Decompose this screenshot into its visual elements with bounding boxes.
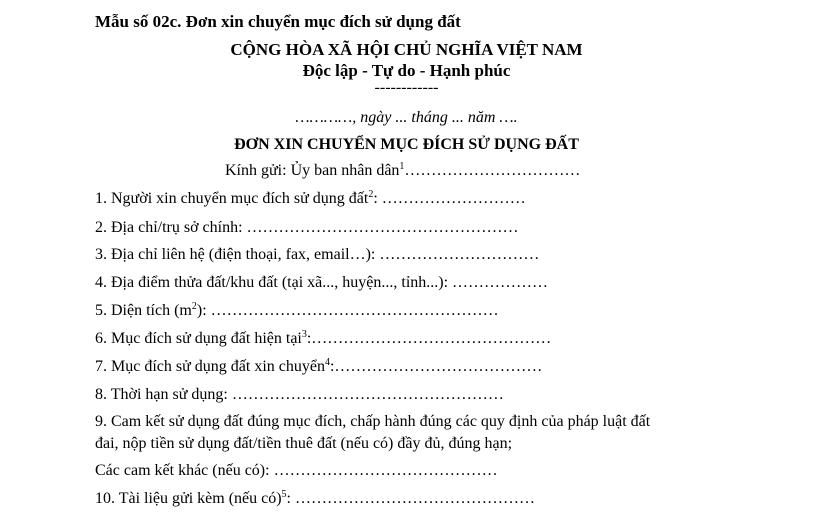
commitment-line-2: đai, nộp tiền sử dụng đất/tiền thuê đất (nếu có) đầy đủ, đúng hạn;	[95, 435, 513, 452]
field-address	[95, 219, 519, 237]
recipient-label: Kính gửi: Ủy ban nhân dân	[225, 162, 400, 179]
footnote-marker: 5	[281, 489, 287, 500]
field-label: 2. Địa chỉ/trụ sở chính:	[95, 219, 247, 236]
field-label: 1. Người xin chuyển mục đích sử dụng đất	[95, 190, 369, 207]
recipient-dots: ……………………………	[404, 162, 581, 179]
date-line: …………, ngày ... tháng ... năm ….	[295, 109, 518, 126]
field-attachments	[95, 490, 535, 508]
field-applicant	[95, 190, 526, 208]
nation-header: CỘNG HÒA XÃ HỘI CHỦ NGHĨA VIỆT NAM	[230, 40, 583, 59]
field-label: 8. Thời hạn sử dụng:	[95, 386, 232, 403]
field-location	[95, 274, 548, 292]
field-requested-purpose	[95, 358, 542, 376]
other-commitments: Các cam kết khác (nếu có): ……………………………………	[95, 462, 498, 479]
field-blank: ……………………………………………	[231, 386, 504, 403]
document-title: ĐƠN XIN CHUYỂN MỤC ĐÍCH SỬ DỤNG ĐẤT	[234, 136, 579, 153]
field-blank: ………………	[452, 274, 549, 291]
footnote-marker: 1	[399, 161, 405, 172]
field-duration	[95, 386, 504, 404]
field-label: 4. Địa điểm thửa đất/khu đất (tại xã..., huyện..., tỉnh...):	[95, 274, 453, 291]
field-blank: :…………………………………	[329, 358, 543, 375]
field-blank: ): ………………………………………………	[196, 302, 499, 319]
commitment-line-1: 9. Cam kết sử dụng đất đúng mục đích, chấp hành đúng các quy định của pháp luật đất	[95, 413, 651, 430]
field-label: 6. Mục đích sử dụng đất hiện tại	[95, 330, 302, 347]
field-blank: : ………………………………………	[286, 490, 535, 507]
motto: Độc lập - Tự do - Hạnh phúc	[302, 61, 511, 80]
field-label: 7. Mục đích sử dụng đất xin chuyển	[95, 358, 325, 375]
field-blank: : ………………………	[373, 190, 526, 207]
field-blank: …………………………	[379, 246, 540, 263]
footnote-marker: 2	[368, 189, 374, 200]
field-label: 10. Tài liệu gửi kèm (nếu có)	[95, 490, 282, 507]
footnote-marker: 4	[324, 357, 330, 368]
field-contact	[95, 246, 539, 264]
field-label: 5. Diện tích (m	[95, 302, 192, 319]
footnote-marker: 3	[301, 329, 307, 340]
field-label: 3. Địa chỉ liên hệ (điện thoại, fax, email…):	[95, 246, 380, 263]
field-current-purpose	[95, 330, 551, 348]
header-divider: ------------	[374, 79, 439, 96]
field-area	[95, 302, 499, 320]
form-title: Mẫu số 02c. Đơn xin chuyển mục đích sử dụng đất	[95, 12, 461, 31]
field-blank: :………………………………………	[306, 330, 552, 347]
superscript-2: 2	[191, 301, 197, 312]
field-blank: ……………………………………………	[246, 219, 519, 236]
recipient-line	[225, 162, 580, 180]
